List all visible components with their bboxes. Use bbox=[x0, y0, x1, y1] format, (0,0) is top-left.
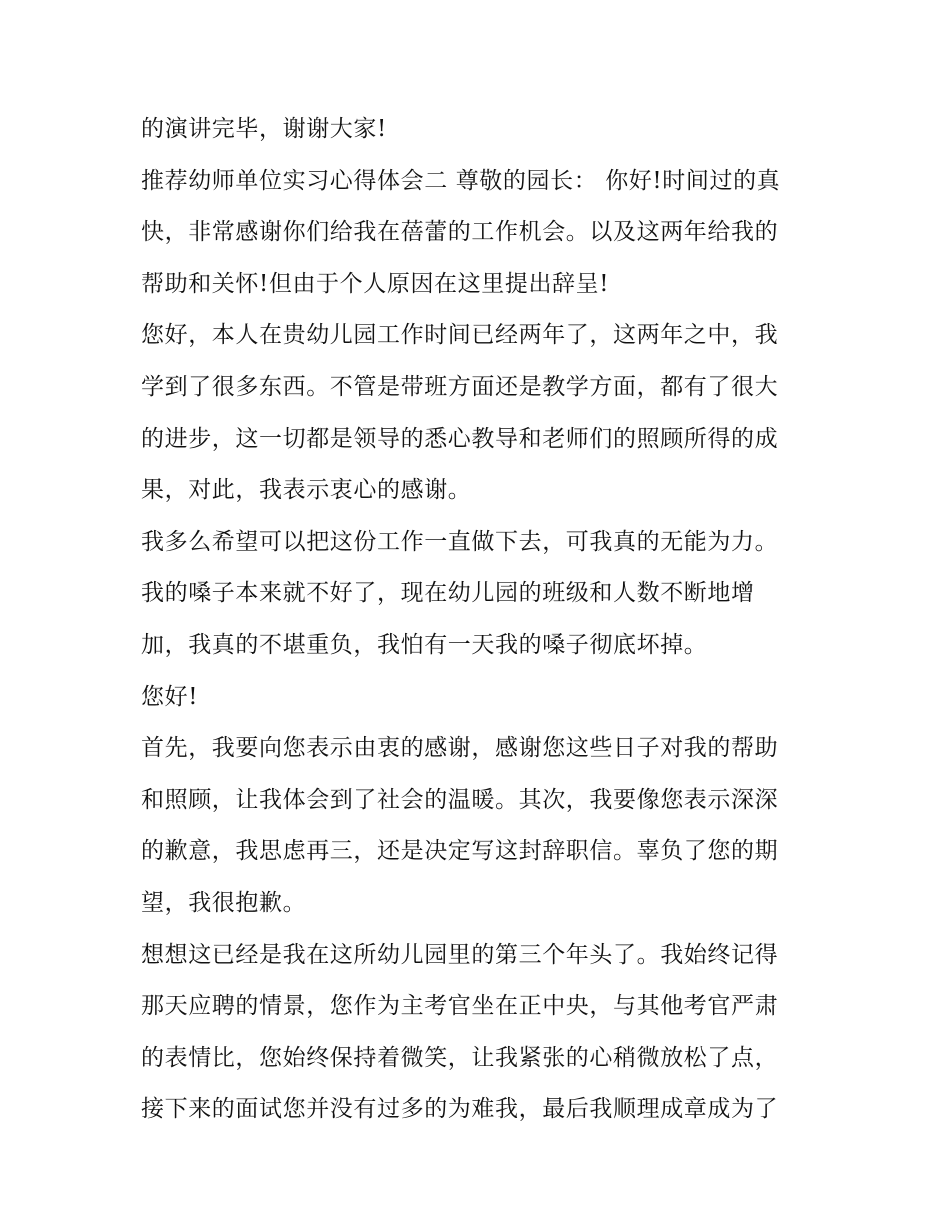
text-line: 您好! bbox=[141, 683, 199, 710]
document-body bbox=[141, 110, 821, 1142]
text-line: 的歉意，我思虑再三，还是决定写这封辞职信。辜负了您的期 bbox=[141, 838, 779, 865]
text-line: 我多么希望可以把这份工作一直做下去，可我真的无能为力。 bbox=[141, 528, 779, 555]
text-line: 帮助和关怀!但由于个人原因在这里提出辞呈! bbox=[141, 270, 610, 297]
text-line: 加，我真的不堪重负，我怕有一天我的嗓子彻底坏掉。 bbox=[141, 631, 708, 658]
text-line: 学到了很多东西。不管是带班方面还是教学方面，都有了很大 bbox=[141, 373, 779, 400]
text-line: 推荐幼师单位实习心得体会二 尊敬的园长： 你好!时间过的真 bbox=[141, 167, 781, 194]
text-line: 首先，我要向您表示由衷的感谢，感谢您这些日子对我的帮助 bbox=[141, 735, 779, 762]
text-line: 快，非常感谢你们给我在蓓蕾的工作机会。以及这两年给我的 bbox=[141, 219, 779, 246]
text-line: 我的嗓子本来就不好了，现在幼儿园的班级和人数不断地增 bbox=[141, 580, 755, 607]
text-line: 果，对此，我表示衷心的感谢。 bbox=[141, 477, 472, 504]
text-line: 望，我很抱歉。 bbox=[141, 889, 307, 916]
text-line: 的演讲完毕，谢谢大家! bbox=[141, 116, 387, 142]
text-line: 的表情比，您始终保持着微笑，让我紧张的心稍微放松了点， bbox=[141, 1044, 779, 1071]
text-line: 接下来的面试您并没有过多的为难我，最后我顺理成章成为了 bbox=[141, 1096, 779, 1123]
text-line: 想想这已经是我在这所幼儿园里的第三个年头了。我始终记得 bbox=[141, 941, 779, 968]
text-line: 的进步，这一切都是领导的悉心教导和老师们的照顾所得的成 bbox=[141, 425, 779, 452]
text-line: 和照顾，让我体会到了社会的温暖。其次，我要像您表示深深 bbox=[141, 786, 779, 813]
text-line: 您好，本人在贵幼儿园工作时间已经两年了，这两年之中，我 bbox=[141, 322, 779, 349]
text-line: 那天应聘的情景，您作为主考官坐在正中央，与其他考官严肃 bbox=[141, 993, 779, 1020]
